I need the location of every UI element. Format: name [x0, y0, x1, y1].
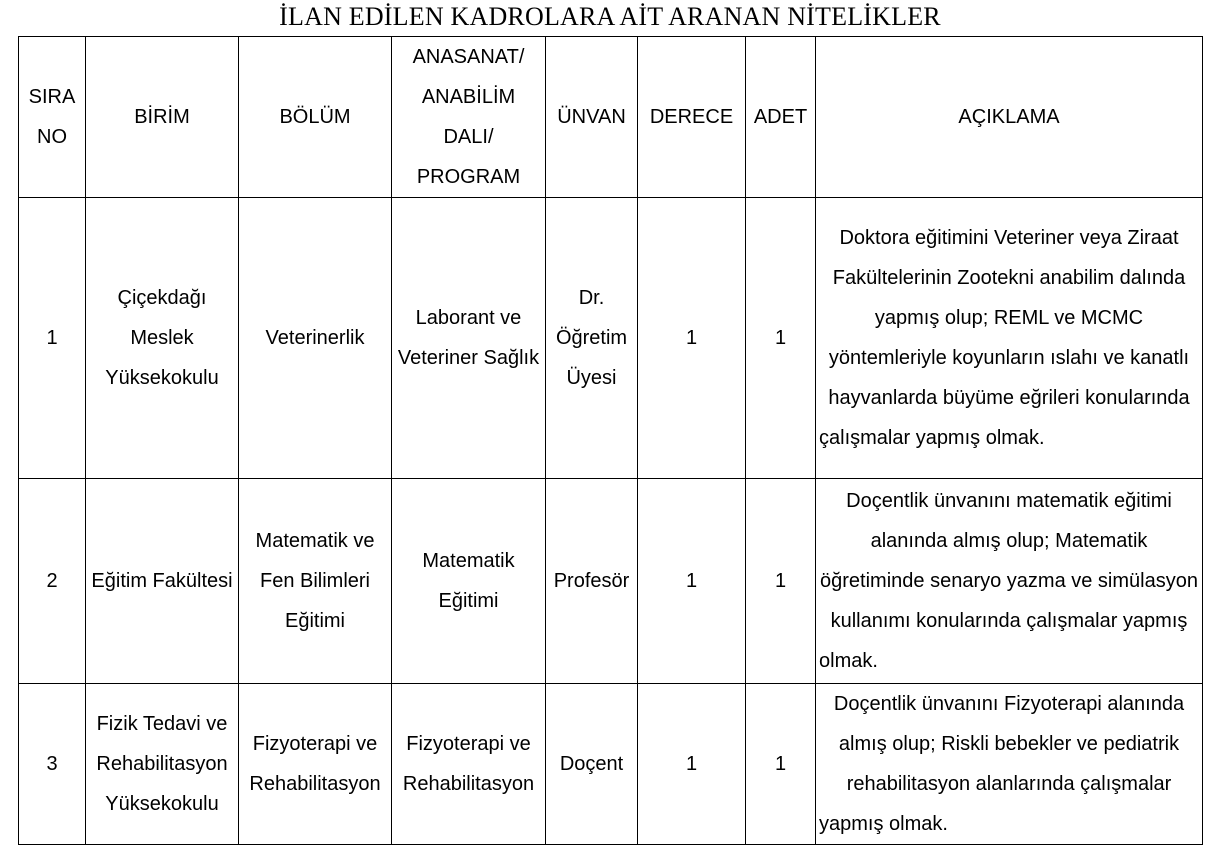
table-row	[19, 684, 1203, 845]
table-header-row	[19, 37, 1203, 198]
page-title: İLAN EDİLEN KADROLARA AİT ARANAN NİTELİKLER	[279, 2, 941, 31]
cell-birim: Eğitim Fakültesi	[86, 479, 239, 684]
cell-derece: 1	[638, 479, 746, 684]
cell-sira-no: 1	[19, 198, 86, 479]
cell-derece: 1	[638, 198, 746, 479]
cell-anabilim: Matematik Eğitimi	[392, 479, 546, 684]
cell-derece: 1	[638, 684, 746, 845]
cell-sira-no: 2	[19, 479, 86, 684]
cell-unvan: Profesör	[546, 479, 638, 684]
cell-aciklama: Doçentlik ünvanını Fizyoterapi alanında almış olup; Riskli bebekler ve pediatrik rehabilitasyon alanlarında çalışmalar yapmış olmak.	[816, 684, 1203, 845]
header-sira-no: SIRA NO	[19, 37, 86, 198]
cell-birim: Çiçekdağı Meslek Yüksekokulu	[86, 198, 239, 479]
header-birim: BİRİM	[86, 37, 239, 198]
header-unvan: ÜNVAN	[546, 37, 638, 198]
cell-sira-no: 3	[19, 684, 86, 845]
cell-unvan: Dr. Öğretim Üyesi	[546, 198, 638, 479]
cell-bolum: Matematik ve Fen Bilimleri Eğitimi	[239, 479, 392, 684]
cell-aciklama: Doçentlik ünvanını matematik eğitimi alanında almış olup; Matematik öğretiminde senaryo yazma ve simülasyon kullanımı konularında çalışmalar yapmış olmak.	[816, 479, 1203, 684]
header-derece: DERECE	[638, 37, 746, 198]
cell-anabilim: Laborant ve Veteriner Sağlık	[392, 198, 546, 479]
cell-adet: 1	[746, 684, 816, 845]
cell-adet: 1	[746, 198, 816, 479]
cell-aciklama: Doktora eğitimini Veteriner veya Ziraat Fakültelerinin Zootekni anabilim dalında yapmış olup; REML ve MCMC yöntemleriyle koyunların ıslahı ve kanatlı hayvanlarda büyüme eğrileri konularında çalışmalar yapmış olmak.	[816, 198, 1203, 479]
table-row	[19, 479, 1203, 684]
positions-table	[18, 36, 1203, 845]
cell-bolum: Veterinerlik	[239, 198, 392, 479]
cell-unvan: Doçent	[546, 684, 638, 845]
header-adet: ADET	[746, 37, 816, 198]
header-anabilim: ANASANAT/ ANABİLİM DALI/ PROGRAM	[392, 37, 546, 198]
header-aciklama: AÇIKLAMA	[816, 37, 1203, 198]
cell-birim: Fizik Tedavi ve Rehabilitasyon Yüksekokulu	[86, 684, 239, 845]
cell-anabilim: Fizyoterapi ve Rehabilitasyon	[392, 684, 546, 845]
header-bolum: BÖLÜM	[239, 37, 392, 198]
cell-bolum: Fizyoterapi ve Rehabilitasyon	[239, 684, 392, 845]
cell-adet: 1	[746, 479, 816, 684]
table-row	[19, 198, 1203, 479]
